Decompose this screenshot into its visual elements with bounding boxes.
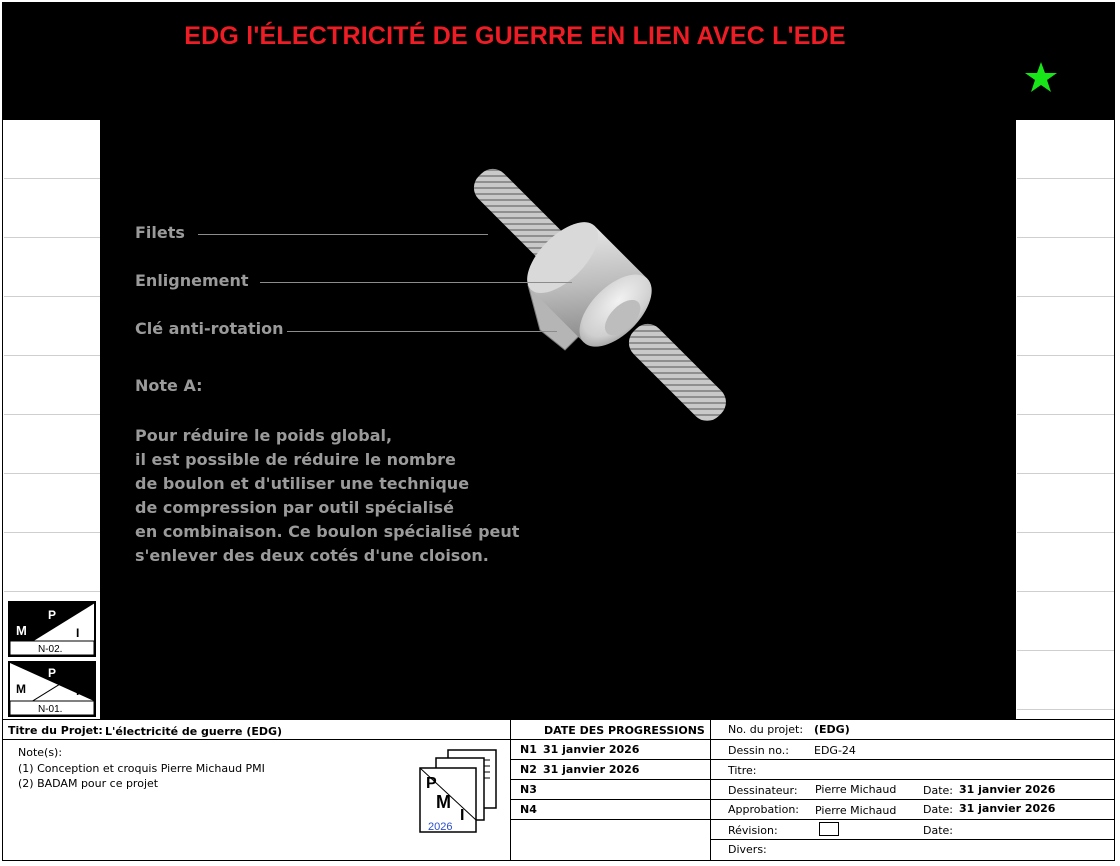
note-2: (2) BADAM pour ce projet bbox=[18, 777, 159, 790]
note-line: s'enlever des deux cotés d'une cloison. bbox=[135, 546, 489, 565]
approbation-value: Pierre Michaud bbox=[815, 804, 897, 817]
green-star-icon bbox=[1024, 60, 1058, 94]
dessinateur-label: Dessinateur: bbox=[728, 784, 798, 797]
stamp-i: I bbox=[76, 626, 80, 640]
stamp-m: M bbox=[16, 682, 26, 696]
titre-label: Titre: bbox=[728, 764, 757, 777]
stamp-p: P bbox=[48, 608, 57, 622]
note-line: il est possible de réduire le nombre bbox=[135, 450, 456, 469]
no-projet-label: No. du projet: bbox=[728, 723, 804, 736]
header-bar bbox=[2, 2, 1115, 120]
logo-year: 2026 bbox=[428, 821, 453, 833]
progress-n2-date: 31 janvier 2026 bbox=[543, 763, 640, 776]
stamp-code: N-02. bbox=[38, 644, 63, 655]
divers-label: Divers: bbox=[728, 843, 767, 856]
titre-projet-label: Titre du Projet: bbox=[8, 724, 103, 737]
date-value: 31 janvier 2026 bbox=[959, 783, 1056, 796]
dessinateur-value: Pierre Michaud bbox=[815, 783, 897, 796]
note-heading: Note A: bbox=[135, 376, 203, 395]
logo-p: P bbox=[426, 775, 437, 792]
no-projet-value: (EDG) bbox=[814, 723, 850, 736]
stamp-code: N-01. bbox=[38, 704, 63, 715]
progress-header: DATE DES PROGRESSIONS bbox=[544, 724, 705, 737]
date-label: Date: bbox=[923, 784, 953, 797]
bolt-illustration bbox=[440, 140, 770, 460]
dessin-value: EDG-24 bbox=[814, 744, 856, 757]
note-line: en combinaison. Ce boulon spécialisé peut bbox=[135, 522, 520, 541]
callout-cle-anti-rotation: Clé anti-rotation bbox=[135, 319, 284, 338]
pmi-logo-icon bbox=[418, 748, 500, 834]
progress-n3-label: N3 bbox=[520, 783, 537, 796]
dessin-label: Dessin no.: bbox=[728, 744, 789, 757]
pmi-stamp-n02 bbox=[8, 601, 96, 657]
date-value: 31 janvier 2026 bbox=[959, 802, 1056, 815]
date-label: Date: bbox=[923, 824, 953, 837]
progress-n1-label: N1 bbox=[520, 743, 537, 756]
progress-n4-label: N4 bbox=[520, 803, 537, 816]
date-label: Date: bbox=[923, 803, 953, 816]
note-1: (1) Conception et croquis Pierre Michaud PMI bbox=[18, 762, 265, 775]
note-line: de boulon et d'utiliser une technique bbox=[135, 474, 470, 493]
page-title: EDG l'ÉLECTRICITÉ DE GUERRE EN LIEN AVEC L'EDE bbox=[184, 22, 846, 50]
stamp-m: M bbox=[16, 623, 27, 638]
progress-n1-date: 31 janvier 2026 bbox=[543, 743, 640, 756]
stamp-i: I bbox=[76, 684, 80, 698]
note-line: Pour réduire le poids global, bbox=[135, 426, 393, 445]
leader-line-enlignement bbox=[260, 282, 572, 283]
right-side-cells bbox=[1017, 120, 1114, 720]
note-text bbox=[135, 424, 519, 568]
progress-n2-label: N2 bbox=[520, 763, 537, 776]
titre-projet-value: L'électricité de guerre (EDG) bbox=[105, 725, 283, 738]
stamp-p: P bbox=[48, 666, 57, 680]
logo-m: M bbox=[436, 792, 451, 812]
callout-filets: Filets bbox=[135, 223, 185, 242]
leader-line-filets bbox=[198, 234, 488, 235]
notes-label: Note(s): bbox=[18, 746, 63, 759]
logo-i: I bbox=[460, 807, 465, 824]
note-line: de compression par outil spécialisé bbox=[135, 498, 454, 517]
callout-enlignement: Enlignement bbox=[135, 271, 249, 290]
revision-label: Révision: bbox=[728, 824, 778, 837]
pmi-stamp-n01 bbox=[8, 661, 96, 717]
revision-checkbox[interactable] bbox=[819, 822, 839, 836]
leader-line-cle bbox=[287, 331, 557, 332]
approbation-label: Approbation: bbox=[728, 803, 800, 816]
